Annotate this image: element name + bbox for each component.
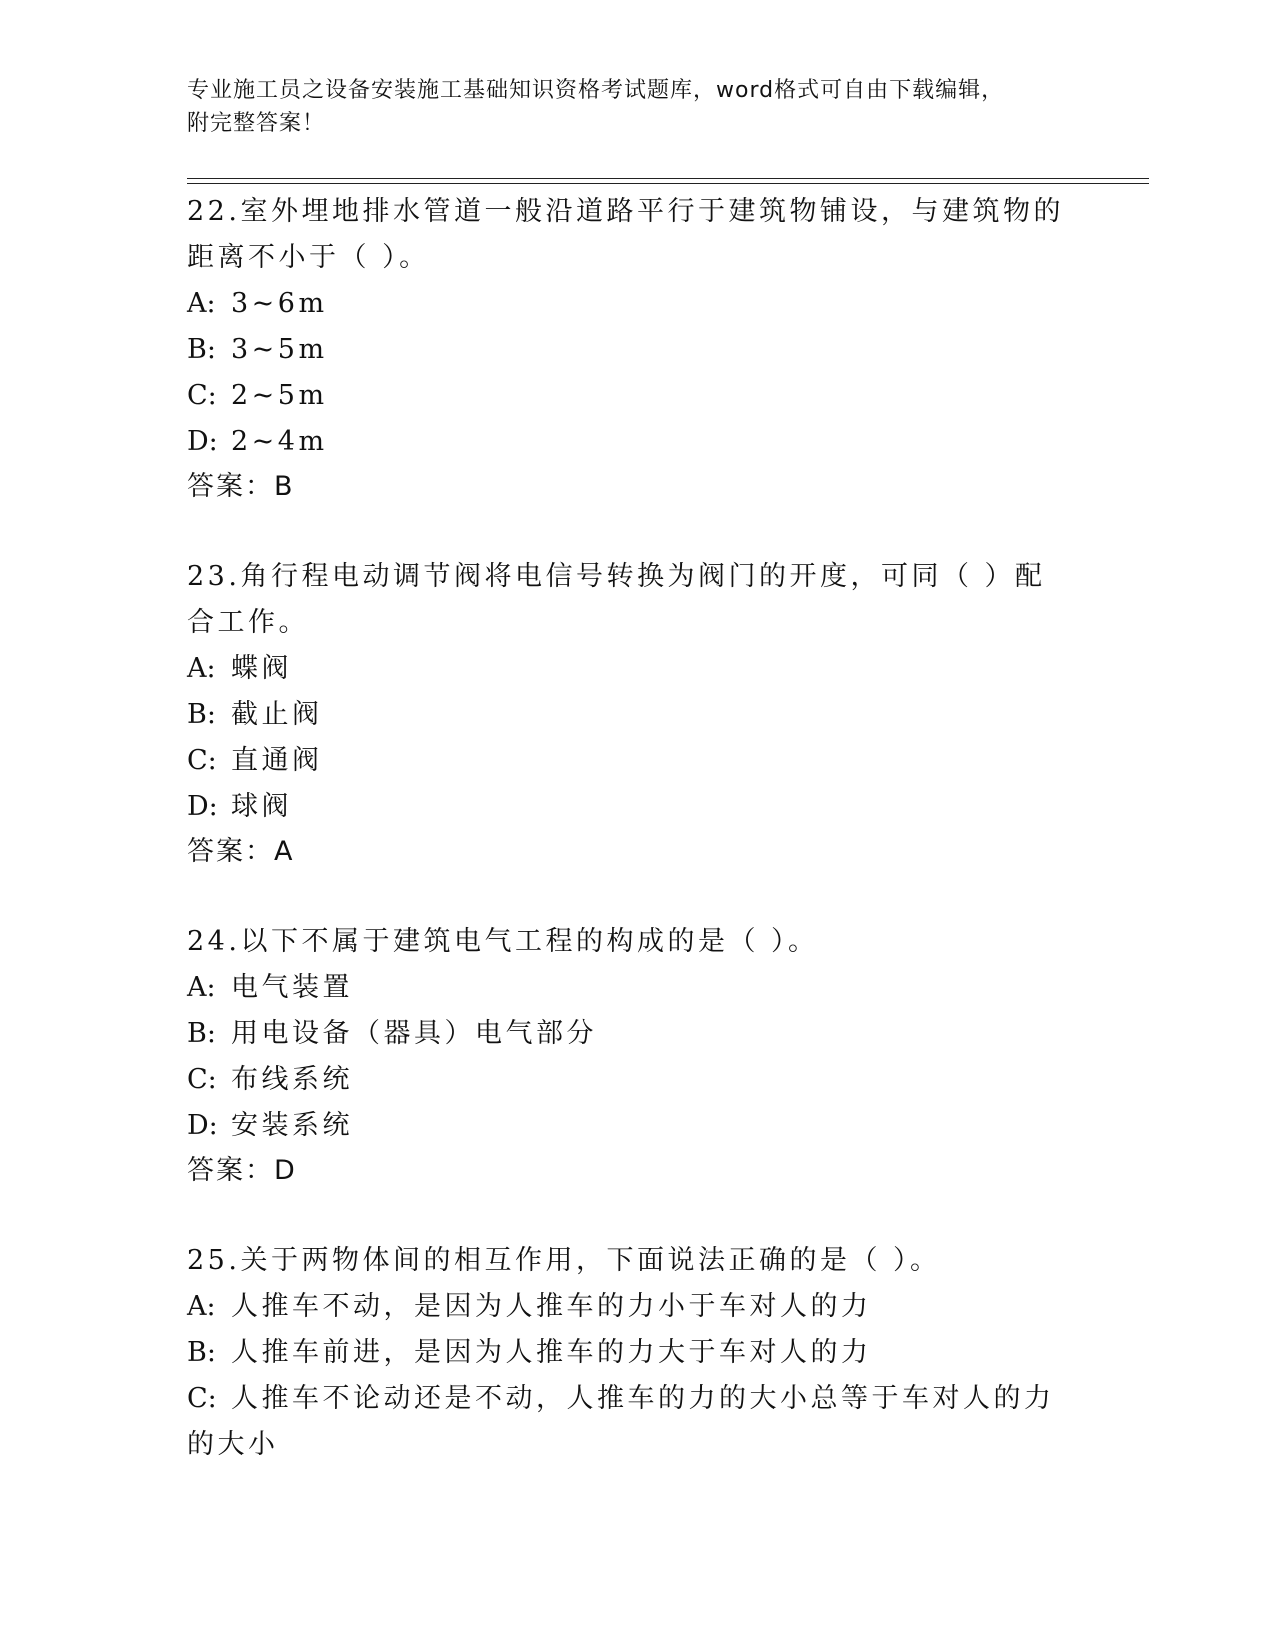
header-divider-top [187, 178, 1149, 179]
question-text [187, 554, 1067, 646]
header-line-2: 附完整答案！ [187, 111, 326, 136]
option-text: 3~5m [231, 334, 328, 365]
option-key: D: [187, 1110, 218, 1141]
question-stem: 角行程电动调节阀将电信号转换为阀门的开度，可同（ ）配合工作。 [187, 561, 1046, 638]
header-divider-bottom [187, 183, 1149, 184]
option-key: C: [187, 745, 217, 776]
option-key: C: [187, 1064, 217, 1095]
option-key: C: [187, 1383, 217, 1414]
answer-text: 答案：D [187, 1155, 297, 1186]
question-stem: 室外埋地排水管道一般沿道路平行于建筑物铺设，与建筑物的距离不小于（ ）。 [187, 196, 1064, 273]
option-text: 电气装置 [231, 972, 353, 1003]
option-a [187, 1284, 1067, 1330]
question-number: 24. [187, 926, 241, 957]
option-key: C: [187, 380, 217, 411]
option-text: 蝶阀 [231, 653, 292, 684]
option-key: B: [187, 1337, 216, 1368]
option-c [187, 1057, 1067, 1103]
option-text: 直通阀 [231, 745, 323, 776]
option-key: D: [187, 791, 218, 822]
option-key: B: [187, 699, 216, 730]
option-text: 人推车不动，是因为人推车的力小于车对人的力 [231, 1291, 872, 1322]
option-b [187, 692, 1067, 738]
question-24 [187, 919, 1087, 1193]
option-c [187, 373, 1067, 419]
question-text [187, 1238, 1067, 1284]
question-list [187, 189, 1087, 1513]
option-text: 2~4m [231, 426, 328, 457]
option-text: 用电设备（器具）电气部分 [231, 1018, 597, 1049]
option-a [187, 965, 1067, 1011]
option-b [187, 1330, 1067, 1376]
option-text: 人推车不论动还是不动，人推车的力的大小总等于车对人的力的大小 [187, 1383, 1055, 1460]
option-key: A: [187, 288, 216, 319]
question-22 [187, 189, 1087, 509]
option-a [187, 281, 1067, 327]
option-d [187, 419, 1067, 465]
question-number: 23. [187, 561, 241, 592]
answer-text: 答案：B [187, 471, 295, 502]
option-text: 球阀 [231, 791, 292, 822]
option-key: B: [187, 1018, 216, 1049]
option-text: 布线系统 [231, 1064, 353, 1095]
option-c [187, 738, 1067, 784]
option-a [187, 646, 1067, 692]
question-text [187, 919, 1067, 965]
document-header [187, 74, 1087, 140]
question-number: 25. [187, 1245, 241, 1276]
option-key: D: [187, 426, 218, 457]
option-b [187, 1011, 1067, 1057]
option-key: A: [187, 653, 216, 684]
option-text: 人推车前进，是因为人推车的力大于车对人的力 [231, 1337, 872, 1368]
answer-text: 答案：A [187, 836, 295, 867]
question-number: 22. [187, 196, 241, 227]
header-line-1: 专业施工员之设备安装施工基础知识资格考试题库，word格式可自由下载编辑， [187, 78, 1005, 103]
option-c [187, 1376, 1067, 1468]
option-text: 3~6m [231, 288, 328, 319]
option-key: B: [187, 334, 216, 365]
option-d [187, 784, 1067, 830]
question-text [187, 189, 1067, 281]
option-key: A: [187, 972, 216, 1003]
question-stem: 以下不属于建筑电气工程的构成的是（ ）。 [240, 926, 819, 957]
question-23 [187, 554, 1087, 874]
option-text: 安装系统 [231, 1110, 353, 1141]
question-stem: 关于两物体间的相互作用，下面说法正确的是（ ）。 [240, 1245, 941, 1276]
option-d [187, 1103, 1067, 1149]
option-b [187, 327, 1067, 373]
option-key: A: [187, 1291, 216, 1322]
option-text: 截止阀 [231, 699, 323, 730]
option-text: 2~5m [231, 380, 328, 411]
question-25 [187, 1238, 1087, 1468]
